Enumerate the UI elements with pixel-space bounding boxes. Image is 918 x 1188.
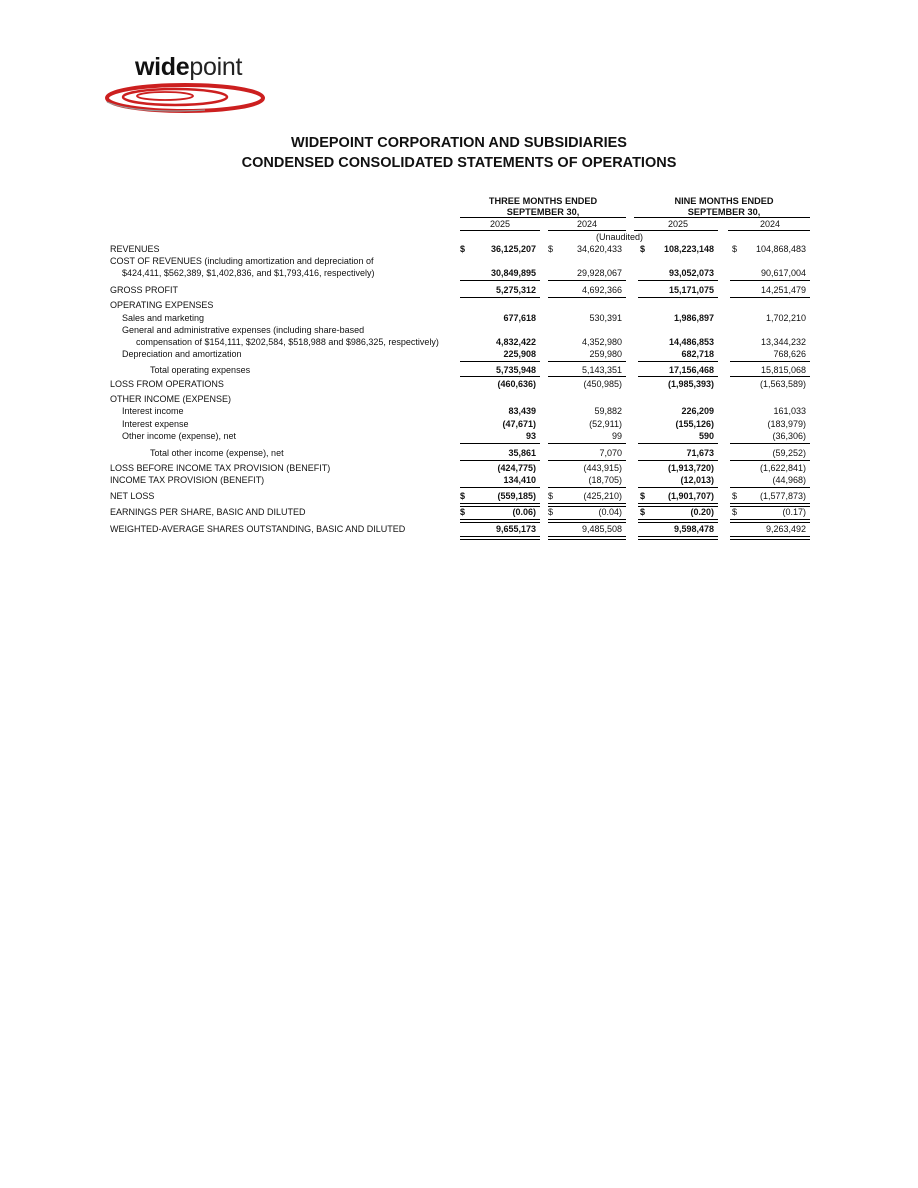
logo-wordmark bbox=[135, 52, 242, 82]
total-double-rule bbox=[548, 519, 626, 523]
subtotal-rule bbox=[638, 297, 718, 298]
currency-symbol: $ bbox=[548, 244, 554, 254]
sales-2024-q: 530,391 bbox=[589, 313, 622, 323]
gross-profit-2025-q: 5,275,312 bbox=[495, 285, 536, 295]
other-net-2024-q: 99 bbox=[611, 431, 622, 441]
loss-before-tax-2025-n: (1,913,720) bbox=[667, 463, 714, 473]
tax-2025-q: 134,410 bbox=[503, 475, 536, 485]
net-loss-2024-n: (1,577,873) bbox=[759, 491, 806, 501]
cost-2025-q: 30,849,895 bbox=[490, 268, 536, 278]
loss-ops-2025-q: (460,636) bbox=[497, 379, 536, 389]
ga-expenses-label: General and administrative expenses (including share-based bbox=[122, 325, 365, 335]
eps-2025-n: (0.20) bbox=[690, 507, 714, 517]
total-opex-2025-q: 5,735,948 bbox=[495, 365, 536, 375]
tax-2025-n: (12,013) bbox=[680, 475, 714, 485]
year-rule bbox=[548, 230, 626, 231]
subtotal-rule bbox=[460, 297, 540, 298]
three-months-header-line2: SEPTEMBER 30, bbox=[506, 207, 580, 217]
currency-symbol: $ bbox=[460, 244, 466, 254]
other-net-2025-n: 590 bbox=[698, 431, 714, 441]
currency-symbol: $ bbox=[640, 507, 646, 517]
subtotal-rule bbox=[638, 376, 718, 377]
year-2024-nine: 2024 bbox=[759, 219, 781, 229]
total-opex-2025-n: 17,156,468 bbox=[668, 365, 714, 375]
weighted-shares-label: WEIGHTED-AVERAGE SHARES OUTSTANDING, BASIC AND DILUTED bbox=[110, 524, 406, 534]
year-2024-three: 2024 bbox=[576, 219, 598, 229]
currency-symbol: $ bbox=[732, 244, 738, 254]
subtotal-rule bbox=[730, 361, 810, 362]
statement-company-title: WIDEPOINT CORPORATION AND SUBSIDIARIES bbox=[291, 135, 627, 151]
gross-profit-label: GROSS PROFIT bbox=[110, 285, 179, 295]
currency-symbol: $ bbox=[732, 507, 738, 517]
shares-2024-n: 9,263,492 bbox=[765, 524, 806, 534]
total-double-rule bbox=[460, 519, 540, 523]
other-net-2025-q: 93 bbox=[525, 431, 536, 441]
nine-months-header bbox=[638, 196, 810, 218]
cost-2025-n: 93,052,073 bbox=[668, 268, 714, 278]
subtotal-rule bbox=[638, 443, 718, 444]
year-rule bbox=[728, 230, 810, 231]
three-months-header-line1: THREE MONTHS ENDED bbox=[488, 196, 598, 206]
loss-before-tax-2025-q: (424,775) bbox=[497, 463, 536, 473]
subtotal-rule bbox=[548, 460, 626, 461]
int-expense-2024-n: (183,979) bbox=[767, 419, 806, 429]
loss-before-tax-2024-q: (443,915) bbox=[583, 463, 622, 473]
nine-months-header-line1: NINE MONTHS ENDED bbox=[674, 196, 774, 206]
total-other-2025-q: 35,861 bbox=[508, 448, 536, 458]
ga-2024-q: 4,352,980 bbox=[581, 337, 622, 347]
subtotal-rule bbox=[460, 376, 540, 377]
interest-expense-label: Interest expense bbox=[122, 419, 189, 429]
currency-symbol: $ bbox=[640, 491, 646, 501]
currency-symbol: $ bbox=[732, 491, 738, 501]
sales-2025-n: 1,986,897 bbox=[673, 313, 714, 323]
tax-2024-n: (44,968) bbox=[772, 475, 806, 485]
net-loss-2025-q: (559,185) bbox=[497, 491, 536, 501]
total-other-2024-q: 7,070 bbox=[599, 448, 622, 458]
total-double-rule bbox=[460, 536, 540, 540]
net-loss-label: NET LOSS bbox=[110, 491, 155, 501]
revenues-2025-q: 36,125,207 bbox=[490, 244, 536, 254]
gross-profit-2025-n: 15,171,075 bbox=[668, 285, 714, 295]
total-other-2024-n: (59,252) bbox=[772, 448, 806, 458]
sales-2024-n: 1,702,210 bbox=[765, 313, 806, 323]
subtotal-rule bbox=[548, 443, 626, 444]
other-income-label: OTHER INCOME (EXPENSE) bbox=[110, 394, 232, 404]
ga-2024-n: 13,344,232 bbox=[760, 337, 806, 347]
statement-subtitle: CONDENSED CONSOLIDATED STATEMENTS OF OPERATIONS bbox=[241, 155, 677, 171]
depreciation-label: Depreciation and amortization bbox=[122, 349, 242, 359]
cost-2024-n: 90,617,004 bbox=[760, 268, 806, 278]
subtotal-rule bbox=[460, 361, 540, 362]
cost-of-revenues-label: COST OF REVENUES (including amortization and depreciation of bbox=[110, 256, 374, 266]
shares-2025-n: 9,598,478 bbox=[673, 524, 714, 534]
dep-2024-q: 259,980 bbox=[589, 349, 622, 359]
currency-symbol: $ bbox=[548, 491, 554, 501]
subtotal-rule bbox=[730, 487, 810, 488]
int-income-2024-q: 59,882 bbox=[594, 406, 622, 416]
shares-2024-q: 9,485,508 bbox=[581, 524, 622, 534]
loss-ops-2024-q: (450,985) bbox=[583, 379, 622, 389]
year-rule bbox=[460, 230, 540, 231]
ga-expenses-label-cont: compensation of $154,111, $202,584, $518,988 and $986,325, respectively) bbox=[136, 337, 439, 347]
subtotal-rule bbox=[460, 460, 540, 461]
company-logo bbox=[105, 52, 280, 114]
ga-2025-n: 14,486,853 bbox=[668, 337, 714, 347]
int-expense-2025-n: (155,126) bbox=[675, 419, 714, 429]
subtotal-rule bbox=[638, 280, 718, 281]
int-expense-2024-q: (52,911) bbox=[589, 419, 622, 429]
subtotal-rule bbox=[548, 297, 626, 298]
loss-before-tax-label: LOSS BEFORE INCOME TAX PROVISION (BENEFIT) bbox=[110, 463, 331, 473]
subtotal-rule bbox=[730, 376, 810, 377]
eps-2024-n: (0.17) bbox=[782, 507, 806, 517]
header-rule bbox=[634, 217, 810, 218]
income-tax-label: INCOME TAX PROVISION (BENEFIT) bbox=[110, 475, 265, 485]
total-opex-label: Total operating expenses bbox=[150, 365, 251, 375]
int-income-2025-n: 226,209 bbox=[681, 406, 714, 416]
header-rule bbox=[460, 217, 626, 218]
year-rule bbox=[634, 230, 718, 231]
currency-symbol: $ bbox=[640, 244, 646, 254]
sales-marketing-label: Sales and marketing bbox=[122, 313, 205, 323]
subtotal-rule bbox=[730, 297, 810, 298]
net-loss-2024-q: (425,210) bbox=[583, 491, 622, 501]
year-2025-nine: 2025 bbox=[667, 219, 689, 229]
subtotal-rule bbox=[638, 361, 718, 362]
total-other-2025-n: 71,673 bbox=[686, 448, 714, 458]
logo-wordmark-light: point bbox=[189, 53, 243, 81]
net-loss-2025-n: (1,901,707) bbox=[667, 491, 714, 501]
subtotal-rule bbox=[460, 443, 540, 444]
currency-symbol: $ bbox=[460, 507, 466, 517]
cost-of-revenues-label-cont: $424,411, $562,389, $1,402,836, and $1,793,416, respectively) bbox=[122, 268, 375, 278]
int-income-2025-q: 83,439 bbox=[508, 406, 536, 416]
subtotal-rule bbox=[460, 280, 540, 281]
loss-ops-2025-n: (1,985,393) bbox=[667, 379, 714, 389]
total-opex-2024-n: 15,815,068 bbox=[760, 365, 806, 375]
currency-symbol: $ bbox=[460, 491, 466, 501]
revenues-2025-n: 108,223,148 bbox=[663, 244, 714, 254]
total-other-label: Total other income (expense), net bbox=[150, 448, 284, 458]
revenues-2024-n: 104,868,483 bbox=[755, 244, 806, 254]
total-double-rule bbox=[638, 536, 718, 540]
nine-months-header-line2: SEPTEMBER 30, bbox=[687, 207, 761, 217]
three-months-header bbox=[460, 196, 626, 218]
total-double-rule bbox=[730, 536, 810, 540]
eps-label: EARNINGS PER SHARE, BASIC AND DILUTED bbox=[110, 507, 306, 517]
subtotal-rule bbox=[730, 280, 810, 281]
subtotal-rule bbox=[730, 443, 810, 444]
subtotal-rule bbox=[548, 487, 626, 488]
sales-2025-q: 677,618 bbox=[503, 313, 536, 323]
dep-2024-n: 768,626 bbox=[773, 349, 806, 359]
tax-2024-q: (18,705) bbox=[588, 475, 622, 485]
loss-from-operations-label: LOSS FROM OPERATIONS bbox=[110, 379, 224, 389]
gross-profit-2024-n: 14,251,479 bbox=[760, 285, 806, 295]
revenues-2024-q: 34,620,433 bbox=[576, 244, 622, 254]
interest-income-label: Interest income bbox=[122, 406, 184, 416]
ga-2025-q: 4,832,422 bbox=[495, 337, 536, 347]
loss-before-tax-2024-n: (1,622,841) bbox=[759, 463, 806, 473]
dep-2025-q: 225,908 bbox=[503, 349, 536, 359]
gross-profit-2024-q: 4,692,366 bbox=[581, 285, 622, 295]
revenues-label: REVENUES bbox=[110, 244, 160, 254]
operating-expenses-label: OPERATING EXPENSES bbox=[110, 300, 214, 310]
eps-2025-q: (0.06) bbox=[512, 507, 536, 517]
eps-2024-q: (0.04) bbox=[598, 507, 622, 517]
subtotal-rule bbox=[730, 460, 810, 461]
total-opex-2024-q: 5,143,351 bbox=[581, 365, 622, 375]
int-income-2024-n: 161,033 bbox=[773, 406, 806, 416]
logo-swoosh-icon bbox=[105, 80, 275, 114]
total-double-rule bbox=[548, 536, 626, 540]
subtotal-rule bbox=[548, 376, 626, 377]
subtotal-rule bbox=[638, 460, 718, 461]
subtotal-rule bbox=[460, 487, 540, 488]
other-net-label: Other income (expense), net bbox=[122, 431, 237, 441]
subtotal-rule bbox=[548, 361, 626, 362]
loss-ops-2024-n: (1,563,589) bbox=[759, 379, 806, 389]
year-2025-three: 2025 bbox=[489, 219, 511, 229]
dep-2025-n: 682,718 bbox=[681, 349, 714, 359]
int-expense-2025-q: (47,671) bbox=[502, 419, 536, 429]
other-net-2024-n: (36,306) bbox=[772, 431, 806, 441]
subtotal-rule bbox=[548, 280, 626, 281]
logo-wordmark-bold: wide bbox=[135, 53, 190, 81]
total-double-rule bbox=[638, 519, 718, 523]
shares-2025-q: 9,655,173 bbox=[495, 524, 536, 534]
currency-symbol: $ bbox=[548, 507, 554, 517]
subtotal-rule bbox=[638, 487, 718, 488]
total-double-rule bbox=[730, 519, 810, 523]
unaudited-note: (Unaudited) bbox=[596, 232, 644, 242]
cost-2024-q: 29,928,067 bbox=[576, 268, 622, 278]
